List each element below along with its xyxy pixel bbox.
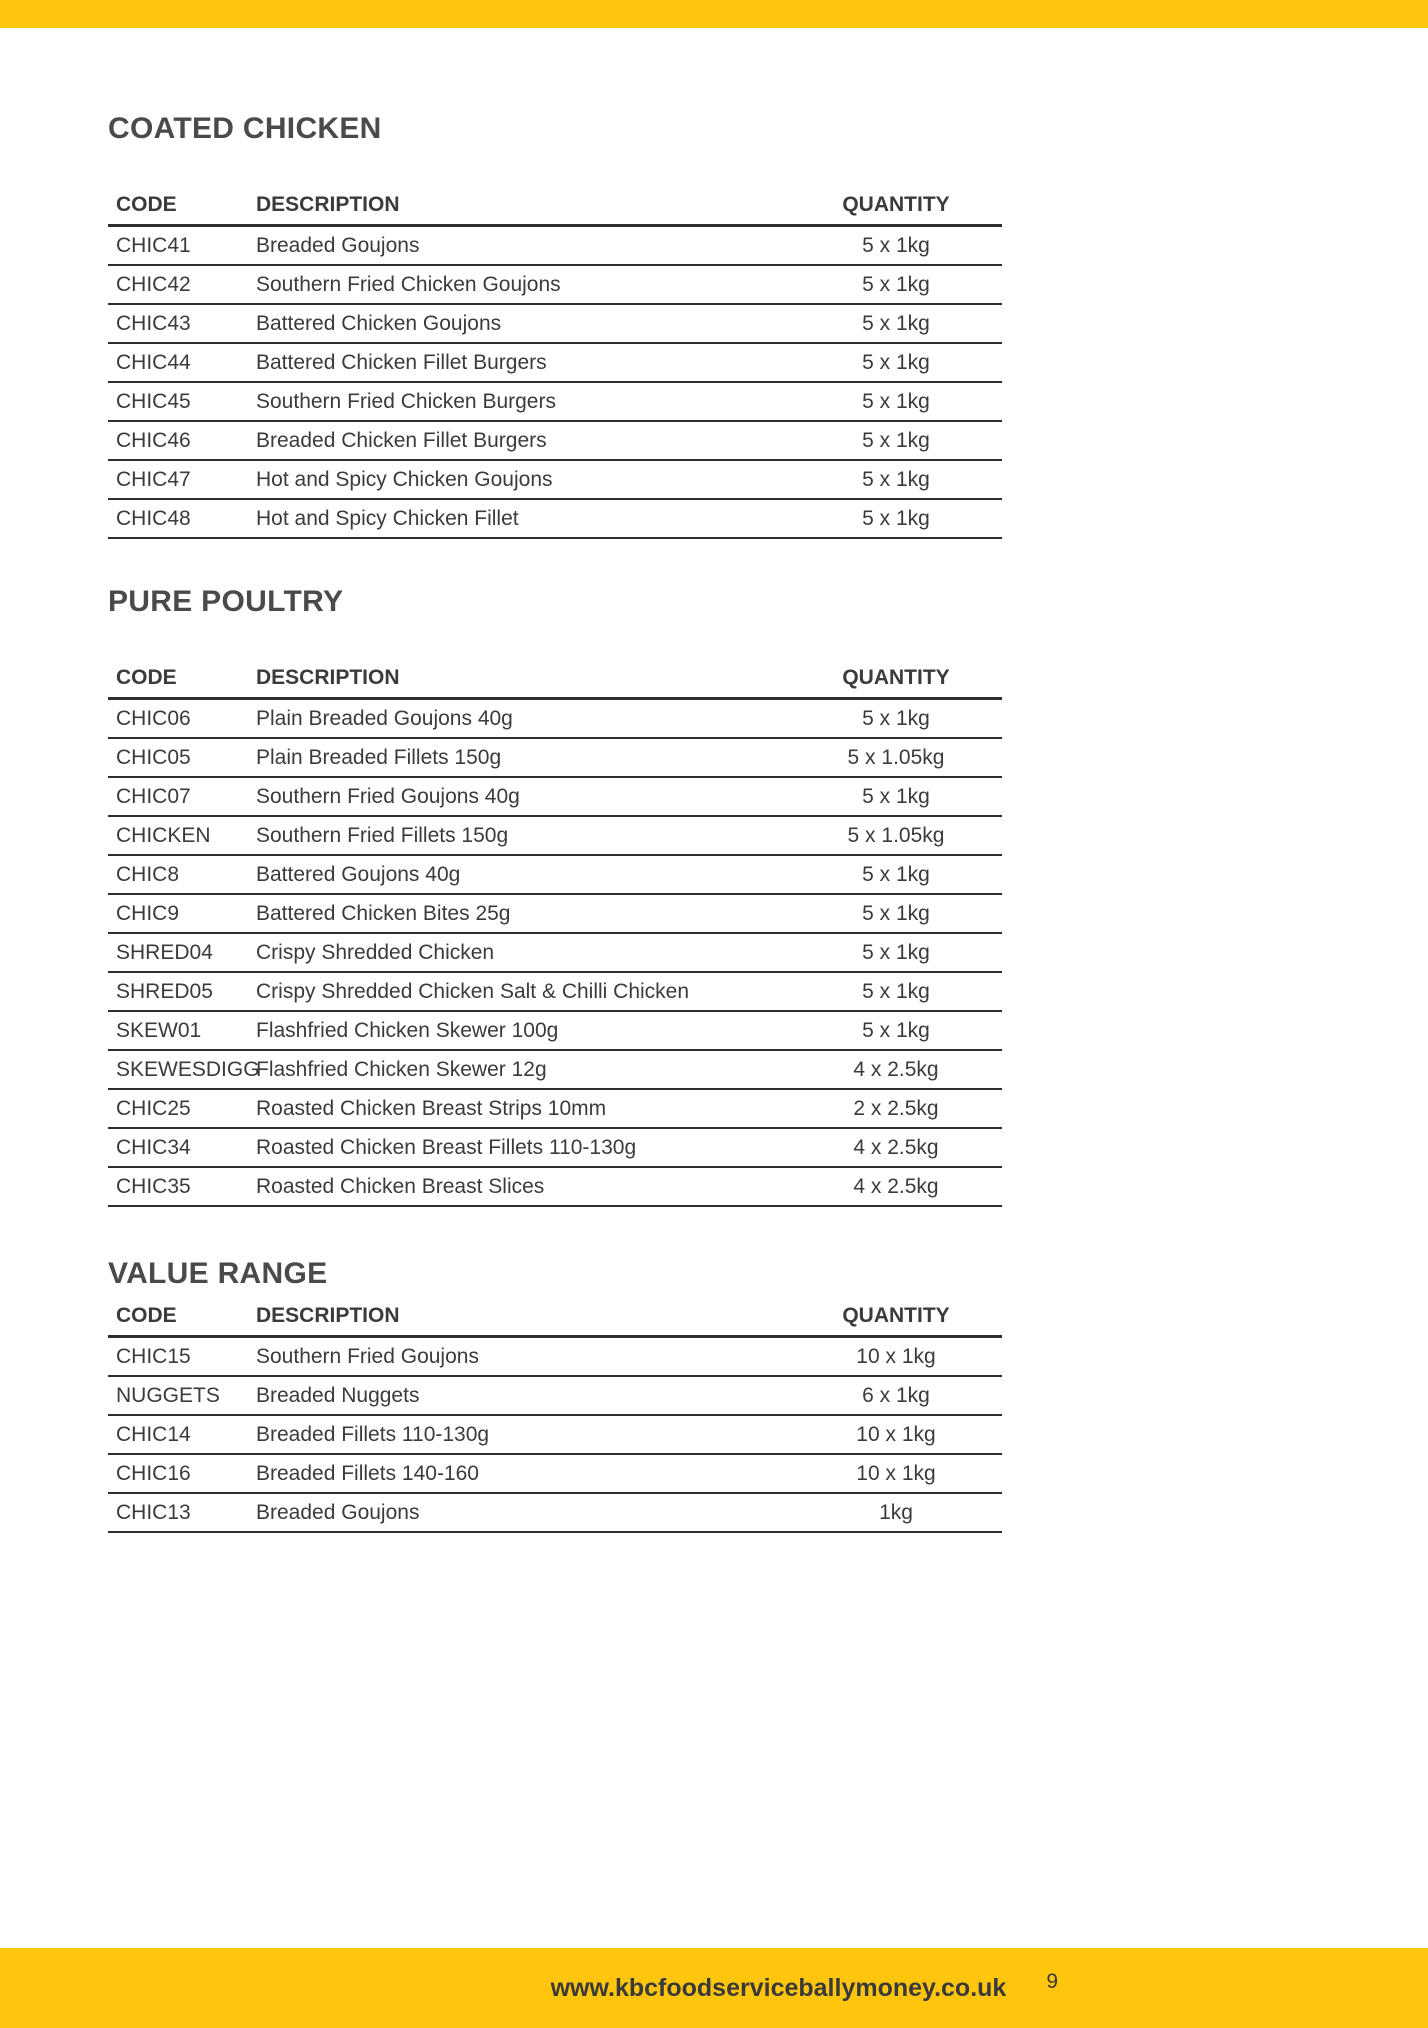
cell-code: CHIC13 bbox=[108, 1493, 248, 1532]
cell-code: CHIC8 bbox=[108, 855, 248, 894]
cell-description: Breaded Fillets 140-160 bbox=[248, 1454, 790, 1493]
cell-description: Hot and Spicy Chicken Goujons bbox=[248, 460, 790, 499]
table-row bbox=[108, 1011, 1002, 1050]
section-title-coated-chicken: COATED CHICKEN bbox=[108, 112, 382, 145]
cell-quantity: 5 x 1kg bbox=[790, 699, 1002, 739]
table-head bbox=[108, 1297, 1002, 1337]
cell-quantity: 10 x 1kg bbox=[790, 1454, 1002, 1493]
cell-quantity: 5 x 1.05kg bbox=[790, 738, 1002, 777]
cell-description: Breaded Goujons bbox=[248, 226, 790, 266]
cell-description: Crispy Shredded Chicken bbox=[248, 933, 790, 972]
table-row bbox=[108, 699, 1002, 739]
cell-code: CHIC14 bbox=[108, 1415, 248, 1454]
cell-quantity: 4 x 2.5kg bbox=[790, 1167, 1002, 1206]
cell-code: CHIC42 bbox=[108, 265, 248, 304]
cell-description: Flashfried Chicken Skewer 100g bbox=[248, 1011, 790, 1050]
cell-code: CHIC44 bbox=[108, 343, 248, 382]
cell-quantity: 4 x 2.5kg bbox=[790, 1050, 1002, 1089]
cell-description: Crispy Shredded Chicken Salt & Chilli Chicken bbox=[248, 972, 790, 1011]
cell-description: Breaded Goujons bbox=[248, 1493, 790, 1532]
table-row bbox=[108, 1454, 1002, 1493]
cell-quantity: 5 x 1kg bbox=[790, 499, 1002, 538]
cell-description: Southern Fried Goujons bbox=[248, 1337, 790, 1377]
col-header-quantity: QUANTITY bbox=[790, 659, 1002, 699]
cell-quantity: 5 x 1kg bbox=[790, 855, 1002, 894]
cell-quantity: 5 x 1kg bbox=[790, 343, 1002, 382]
table-row bbox=[108, 343, 1002, 382]
table-row bbox=[108, 382, 1002, 421]
cell-description: Battered Goujons 40g bbox=[248, 855, 790, 894]
table-row bbox=[108, 933, 1002, 972]
table-head bbox=[108, 186, 1002, 226]
page-number: 9 bbox=[1046, 1970, 1058, 1993]
cell-quantity: 4 x 2.5kg bbox=[790, 1128, 1002, 1167]
cell-code: SHRED04 bbox=[108, 933, 248, 972]
cell-quantity: 2 x 2.5kg bbox=[790, 1089, 1002, 1128]
table-row bbox=[108, 894, 1002, 933]
top-accent-bar bbox=[0, 0, 1428, 28]
cell-description: Southern Fried Chicken Goujons bbox=[248, 265, 790, 304]
table-row bbox=[108, 1089, 1002, 1128]
cell-description: Flashfried Chicken Skewer 12g bbox=[248, 1050, 790, 1089]
cell-quantity: 5 x 1kg bbox=[790, 304, 1002, 343]
page-content bbox=[108, 28, 1002, 1533]
col-header-description: DESCRIPTION bbox=[248, 1297, 790, 1337]
cell-description: Breaded Chicken Fillet Burgers bbox=[248, 421, 790, 460]
table-row bbox=[108, 855, 1002, 894]
table-row bbox=[108, 1050, 1002, 1089]
cell-quantity: 6 x 1kg bbox=[790, 1376, 1002, 1415]
cell-code: CHIC05 bbox=[108, 738, 248, 777]
cell-code: CHIC9 bbox=[108, 894, 248, 933]
table-row bbox=[108, 738, 1002, 777]
table-body bbox=[108, 699, 1002, 1207]
cell-quantity: 5 x 1kg bbox=[790, 421, 1002, 460]
col-header-description: DESCRIPTION bbox=[248, 186, 790, 226]
cell-code: NUGGETS bbox=[108, 1376, 248, 1415]
cell-description: Hot and Spicy Chicken Fillet bbox=[248, 499, 790, 538]
value-range-table bbox=[108, 1297, 1002, 1533]
cell-code: CHIC07 bbox=[108, 777, 248, 816]
coated-chicken-table bbox=[108, 186, 1002, 539]
cell-code: CHIC25 bbox=[108, 1089, 248, 1128]
cell-description: Plain Breaded Fillets 150g bbox=[248, 738, 790, 777]
table-body bbox=[108, 1337, 1002, 1533]
cell-description: Plain Breaded Goujons 40g bbox=[248, 699, 790, 739]
section-title-value-range: VALUE RANGE bbox=[108, 1257, 328, 1290]
cell-code: CHIC35 bbox=[108, 1167, 248, 1206]
cell-quantity: 10 x 1kg bbox=[790, 1337, 1002, 1377]
cell-description: Battered Chicken Goujons bbox=[248, 304, 790, 343]
cell-code: CHIC16 bbox=[108, 1454, 248, 1493]
cell-description: Breaded Fillets 110-130g bbox=[248, 1415, 790, 1454]
col-header-quantity: QUANTITY bbox=[790, 186, 1002, 226]
table-row bbox=[108, 777, 1002, 816]
col-header-code: CODE bbox=[108, 659, 248, 699]
table-row bbox=[108, 304, 1002, 343]
cell-code: SKEW01 bbox=[108, 1011, 248, 1050]
table-row bbox=[108, 421, 1002, 460]
cell-quantity: 5 x 1kg bbox=[790, 972, 1002, 1011]
cell-quantity: 5 x 1kg bbox=[790, 933, 1002, 972]
table-row bbox=[108, 972, 1002, 1011]
table-row bbox=[108, 1415, 1002, 1454]
cell-description: Roasted Chicken Breast Fillets 110-130g bbox=[248, 1128, 790, 1167]
table-row bbox=[108, 265, 1002, 304]
cell-description: Battered Chicken Fillet Burgers bbox=[248, 343, 790, 382]
cell-code: SHRED05 bbox=[108, 972, 248, 1011]
cell-description: Battered Chicken Bites 25g bbox=[248, 894, 790, 933]
cell-code: CHIC43 bbox=[108, 304, 248, 343]
table-row bbox=[108, 1128, 1002, 1167]
cell-description: Roasted Chicken Breast Strips 10mm bbox=[248, 1089, 790, 1128]
cell-code: CHIC48 bbox=[108, 499, 248, 538]
cell-code: CHIC45 bbox=[108, 382, 248, 421]
table-row bbox=[108, 226, 1002, 266]
table-row bbox=[108, 1167, 1002, 1206]
cell-code: CHIC34 bbox=[108, 1128, 248, 1167]
cell-code: CHIC47 bbox=[108, 460, 248, 499]
cell-quantity: 5 x 1kg bbox=[790, 460, 1002, 499]
cell-quantity: 5 x 1.05kg bbox=[790, 816, 1002, 855]
cell-code: SKEWESDIGG bbox=[108, 1050, 248, 1089]
cell-quantity: 5 x 1kg bbox=[790, 265, 1002, 304]
cell-code: CHIC15 bbox=[108, 1337, 248, 1377]
cell-quantity: 10 x 1kg bbox=[790, 1415, 1002, 1454]
cell-description: Roasted Chicken Breast Slices bbox=[248, 1167, 790, 1206]
cell-quantity: 1kg bbox=[790, 1493, 1002, 1532]
col-header-quantity: QUANTITY bbox=[790, 1297, 1002, 1337]
table-row bbox=[108, 1493, 1002, 1532]
table-row bbox=[108, 1376, 1002, 1415]
col-header-code: CODE bbox=[108, 186, 248, 226]
cell-quantity: 5 x 1kg bbox=[790, 226, 1002, 266]
cell-description: Southern Fried Goujons 40g bbox=[248, 777, 790, 816]
table-row bbox=[108, 816, 1002, 855]
cell-code: CHIC41 bbox=[108, 226, 248, 266]
footer-url: www.kbcfoodserviceballymoney.co.uk bbox=[550, 1973, 1007, 2002]
cell-quantity: 5 x 1kg bbox=[790, 382, 1002, 421]
cell-code: CHICKEN bbox=[108, 816, 248, 855]
cell-description: Breaded Nuggets bbox=[248, 1376, 790, 1415]
table-row bbox=[108, 1337, 1002, 1377]
footer-bar bbox=[0, 1948, 1428, 2028]
cell-quantity: 5 x 1kg bbox=[790, 1011, 1002, 1050]
cell-description: Southern Fried Chicken Burgers bbox=[248, 382, 790, 421]
table-row bbox=[108, 499, 1002, 538]
table-body bbox=[108, 226, 1002, 539]
table-head bbox=[108, 659, 1002, 699]
cell-description: Southern Fried Fillets 150g bbox=[248, 816, 790, 855]
section-title-pure-poultry: PURE POULTRY bbox=[108, 585, 344, 618]
cell-quantity: 5 x 1kg bbox=[790, 777, 1002, 816]
pure-poultry-table bbox=[108, 659, 1002, 1207]
cell-code: CHIC06 bbox=[108, 699, 248, 739]
col-header-code: CODE bbox=[108, 1297, 248, 1337]
col-header-description: DESCRIPTION bbox=[248, 659, 790, 699]
cell-code: CHIC46 bbox=[108, 421, 248, 460]
cell-quantity: 5 x 1kg bbox=[790, 894, 1002, 933]
table-row bbox=[108, 460, 1002, 499]
